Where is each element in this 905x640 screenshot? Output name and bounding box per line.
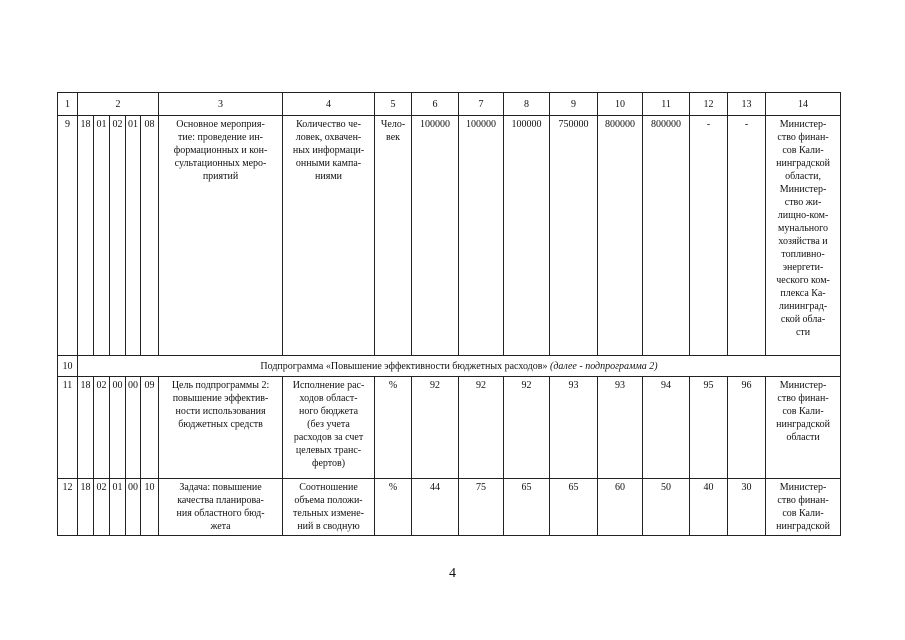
row-number: 10 xyxy=(58,356,78,377)
value-cell: 93 xyxy=(598,377,643,479)
indicator-name: Количество че- ловек, охвачен- ных информаци- онными кампа- ниями xyxy=(283,116,375,356)
table-row xyxy=(58,377,841,479)
value-cell: 800000 xyxy=(598,116,643,356)
subprogram-row xyxy=(58,356,841,377)
header-cell: 10 xyxy=(598,93,643,116)
value-cell: 92 xyxy=(504,377,550,479)
code-cell: 00 xyxy=(126,479,141,536)
table-row xyxy=(58,116,841,356)
header-cell: 9 xyxy=(550,93,598,116)
header-cell: 14 xyxy=(766,93,841,116)
row-number: 12 xyxy=(58,479,78,536)
value-cell: 65 xyxy=(550,479,598,536)
value-cell: 92 xyxy=(459,377,504,479)
header-cell: 2 xyxy=(78,93,159,116)
activity-name: Задача: повышение качества планирова- ния областного бюд- жета xyxy=(159,479,283,536)
table-row xyxy=(58,479,841,536)
row-number: 9 xyxy=(58,116,78,356)
activity-name: Цель подпрограммы 2: повышение эффектив- ности использования бюджетных средств xyxy=(159,377,283,479)
code-cell: 02 xyxy=(94,377,110,479)
header-cell: 12 xyxy=(690,93,728,116)
code-cell: 02 xyxy=(94,479,110,536)
row-number: 11 xyxy=(58,377,78,479)
code-cell: 18 xyxy=(78,479,94,536)
responsible-cell: Министер- ство финан- сов Кали- нинградской области, Министер- ство жи- лищно-ком- мунального хозяйства и топливно- энергети- ческого ком- плекса Ка- лининград- ской обла- сти xyxy=(766,116,841,356)
value-cell: 30 xyxy=(728,479,766,536)
value-cell: 750000 xyxy=(550,116,598,356)
unit-cell: % xyxy=(375,479,412,536)
code-cell: 18 xyxy=(78,377,94,479)
value-cell: 75 xyxy=(459,479,504,536)
program-indicators-table xyxy=(57,92,841,536)
value-cell: 40 xyxy=(690,479,728,536)
value-cell: 93 xyxy=(550,377,598,479)
value-cell: - xyxy=(728,116,766,356)
header-cell: 4 xyxy=(283,93,375,116)
indicator-name: Исполнение рас- ходов област- ного бюджета (без учета расходов за счет целевых транс- фертов) xyxy=(283,377,375,479)
code-cell: 10 xyxy=(141,479,159,536)
code-cell: 00 xyxy=(110,377,126,479)
header-cell: 6 xyxy=(412,93,459,116)
header-row xyxy=(58,93,841,116)
value-cell: 95 xyxy=(690,377,728,479)
value-cell: 100000 xyxy=(459,116,504,356)
responsible-cell: Министер- ство финан- сов Кали- нинградской xyxy=(766,479,841,536)
value-cell: 94 xyxy=(643,377,690,479)
activity-name: Основное мероприя- тие: проведение ин- формационных и кон- сультационных меро- приятий xyxy=(159,116,283,356)
value-cell: 100000 xyxy=(504,116,550,356)
page-number: 4 xyxy=(449,566,456,581)
value-cell: 44 xyxy=(412,479,459,536)
code-cell: 01 xyxy=(126,116,141,356)
header-cell: 13 xyxy=(728,93,766,116)
header-cell: 1 xyxy=(58,93,78,116)
unit-cell: Чело- век xyxy=(375,116,412,356)
value-cell: 100000 xyxy=(412,116,459,356)
code-cell: 01 xyxy=(110,479,126,536)
unit-cell: % xyxy=(375,377,412,479)
indicator-name: Соотношение объема положи- тельных измене- ний в сводную xyxy=(283,479,375,536)
code-cell: 18 xyxy=(78,116,94,356)
code-cell: 09 xyxy=(141,377,159,479)
code-cell: 02 xyxy=(110,116,126,356)
value-cell: 50 xyxy=(643,479,690,536)
header-cell: 3 xyxy=(159,93,283,116)
code-cell: 08 xyxy=(141,116,159,356)
subprogram-title-text: Подпрограмма «Повышение эффективности бюджетных расходов» xyxy=(260,360,550,372)
responsible-cell: Министер- ство финан- сов Кали- нинградской области xyxy=(766,377,841,479)
value-cell: 800000 xyxy=(643,116,690,356)
header-cell: 7 xyxy=(459,93,504,116)
value-cell: - xyxy=(690,116,728,356)
code-cell: 00 xyxy=(126,377,141,479)
header-cell: 5 xyxy=(375,93,412,116)
value-cell: 65 xyxy=(504,479,550,536)
value-cell: 92 xyxy=(412,377,459,479)
subprogram-title-note: (далее - подпрограмма 2) xyxy=(549,360,658,372)
value-cell: 60 xyxy=(598,479,643,536)
code-cell: 01 xyxy=(94,116,110,356)
subprogram-title xyxy=(78,356,841,377)
header-cell: 8 xyxy=(504,93,550,116)
header-cell: 11 xyxy=(643,93,690,116)
value-cell: 96 xyxy=(728,377,766,479)
